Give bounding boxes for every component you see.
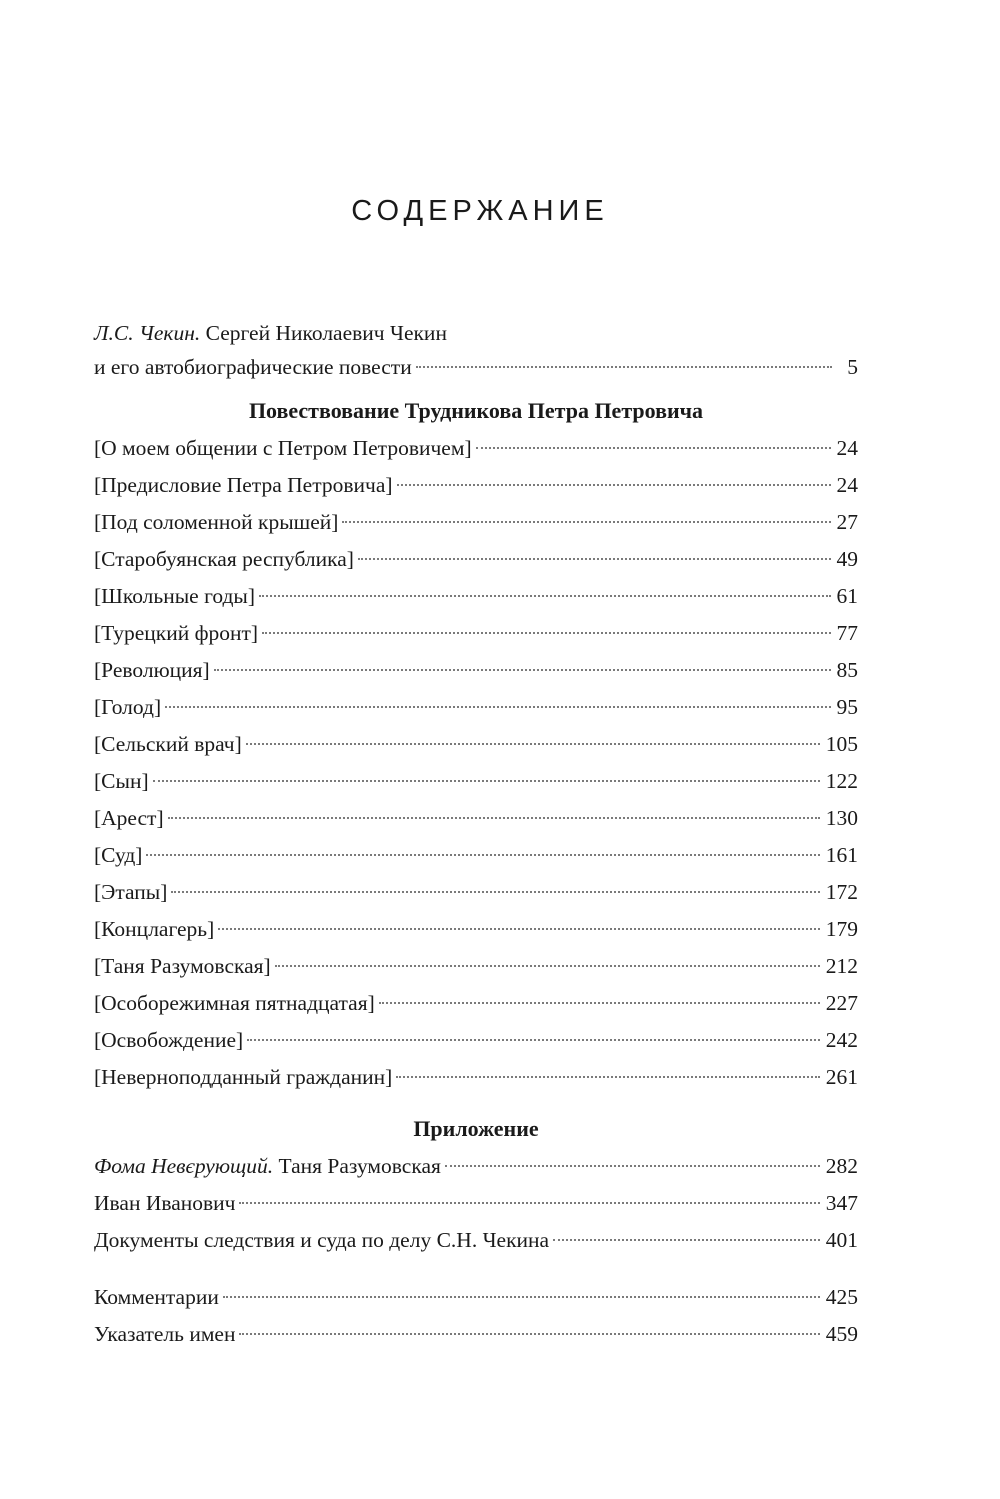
entry-title: Комментарии — [94, 1285, 219, 1309]
entry-title: [Этапы] — [94, 880, 168, 904]
toc-entry — [94, 726, 858, 763]
page-number: 401 — [825, 1228, 858, 1252]
page-number: 130 — [825, 806, 858, 830]
back-matter-entries — [94, 1279, 858, 1353]
toc-entry — [94, 837, 858, 874]
page-title: СОДЕРЖАНИЕ — [351, 195, 609, 228]
dot-leader — [146, 854, 819, 856]
page-number: 161 — [825, 843, 858, 867]
entry-title: Указатель имен — [94, 1322, 236, 1346]
dot-leader — [214, 669, 831, 671]
dot-leader — [171, 891, 819, 893]
entry-title — [94, 1148, 441, 1185]
page-number: 24 — [836, 436, 858, 460]
toc-entry — [94, 689, 858, 726]
toc-entry — [94, 1316, 858, 1353]
dot-leader — [246, 743, 820, 745]
dot-leader — [553, 1239, 820, 1241]
entry-title: [О моем общении с Петром Петровичем] — [94, 436, 472, 460]
page-number: 77 — [836, 621, 858, 645]
page-number: 425 — [825, 1285, 858, 1309]
appendix-entries — [94, 1148, 858, 1259]
dot-leader — [259, 595, 830, 597]
entry-title: [Особорежимная пятнадцатая] — [94, 991, 375, 1015]
toc-entry — [94, 1059, 858, 1096]
entry-title: [Предисловие Петра Петровича] — [94, 473, 393, 497]
dot-leader — [165, 706, 830, 708]
intro-title-part2: и его автобиографические повести — [94, 355, 412, 379]
entry-title: [Революция] — [94, 658, 210, 682]
dot-leader — [168, 817, 820, 819]
toc-entry — [94, 430, 858, 467]
dot-leader — [218, 928, 819, 930]
entry-author: Фома Невєрующий. — [94, 1154, 274, 1178]
toc-entry — [94, 763, 858, 800]
page-number: 242 — [825, 1028, 858, 1052]
page-number: 261 — [825, 1065, 858, 1089]
page-number: 85 — [836, 658, 858, 682]
entry-title: Документы следствия и суда по делу С.Н. Чекина — [94, 1228, 550, 1252]
section-heading: Повествование Трудникова Петра Петровича — [248, 398, 704, 423]
toc-entry — [94, 911, 858, 948]
toc-entry — [94, 504, 858, 541]
page-number: 95 — [836, 695, 858, 719]
dot-leader — [396, 1076, 819, 1078]
page-number: 5 — [847, 355, 858, 379]
entry-title: [Голод] — [94, 695, 162, 719]
dot-leader — [379, 1002, 820, 1004]
entry-title: [Сын] — [94, 769, 149, 793]
intro-entry-line1 — [94, 316, 858, 350]
intro-title-part1: Сергей Николаевич Чекин — [200, 321, 447, 345]
toc-entry — [94, 578, 858, 615]
toc-entry — [94, 800, 858, 837]
dot-leader — [342, 521, 830, 523]
entry-title: [Турецкий фронт] — [94, 621, 259, 645]
entry-title: [Старобуянская республика] — [94, 547, 354, 571]
toc-entry — [94, 874, 858, 911]
page-number: 122 — [825, 769, 858, 793]
toc-entry — [94, 1022, 858, 1059]
toc-entry — [94, 541, 858, 578]
toc-entry — [94, 1185, 858, 1222]
page-number: 172 — [825, 880, 858, 904]
toc-entry — [94, 467, 858, 504]
toc-entry — [94, 1222, 858, 1259]
section1-entries — [94, 430, 858, 1096]
page-number: 24 — [836, 473, 858, 497]
dot-leader — [239, 1202, 819, 1204]
toc-entry — [94, 948, 858, 985]
page-number: 347 — [825, 1191, 858, 1215]
page-number: 27 — [836, 510, 858, 534]
dot-leader — [416, 366, 832, 368]
dot-leader — [223, 1296, 820, 1298]
intro-entry — [94, 350, 858, 384]
toc-entry — [94, 652, 858, 689]
page-number: 282 — [825, 1154, 858, 1178]
page-number: 212 — [825, 954, 858, 978]
dot-leader — [476, 447, 831, 449]
toc-entry — [94, 1148, 858, 1185]
entry-title: [Таня Разумовская] — [94, 954, 271, 978]
entry-title-text: Таня Разумовская — [273, 1154, 441, 1178]
dot-leader — [358, 558, 831, 560]
dot-leader — [445, 1165, 820, 1167]
entry-title: [Концлагерь] — [94, 917, 215, 941]
entry-title: [Суд] — [94, 843, 143, 867]
page-number: 459 — [825, 1322, 858, 1346]
entry-title: [Сельский врач] — [94, 732, 242, 756]
page-number: 105 — [825, 732, 858, 756]
dot-leader — [397, 484, 831, 486]
entry-title: [Арест] — [94, 806, 164, 830]
table-of-contents — [94, 316, 858, 1353]
page-number: 179 — [825, 917, 858, 941]
entry-title: [Под соломенной крышей] — [94, 510, 339, 534]
toc-entry — [94, 1279, 858, 1316]
dot-leader — [239, 1333, 819, 1335]
entry-title: [Освобождение] — [94, 1028, 244, 1052]
toc-entry — [94, 615, 858, 652]
intro-author: Л.С. Чекин. — [94, 321, 201, 345]
entry-title: Иван Иванович — [94, 1191, 236, 1215]
page-number: 49 — [836, 547, 858, 571]
page-number: 61 — [836, 584, 858, 608]
dot-leader — [262, 632, 830, 634]
appendix-heading: Приложение — [413, 1116, 539, 1141]
dot-leader — [247, 1039, 820, 1041]
toc-entry — [94, 985, 858, 1022]
entry-title: [Неверноподданный гражданин] — [94, 1065, 393, 1089]
dot-leader — [275, 965, 820, 967]
page-number: 227 — [825, 991, 858, 1015]
entry-title: [Школьные годы] — [94, 584, 256, 608]
dot-leader — [153, 780, 820, 782]
